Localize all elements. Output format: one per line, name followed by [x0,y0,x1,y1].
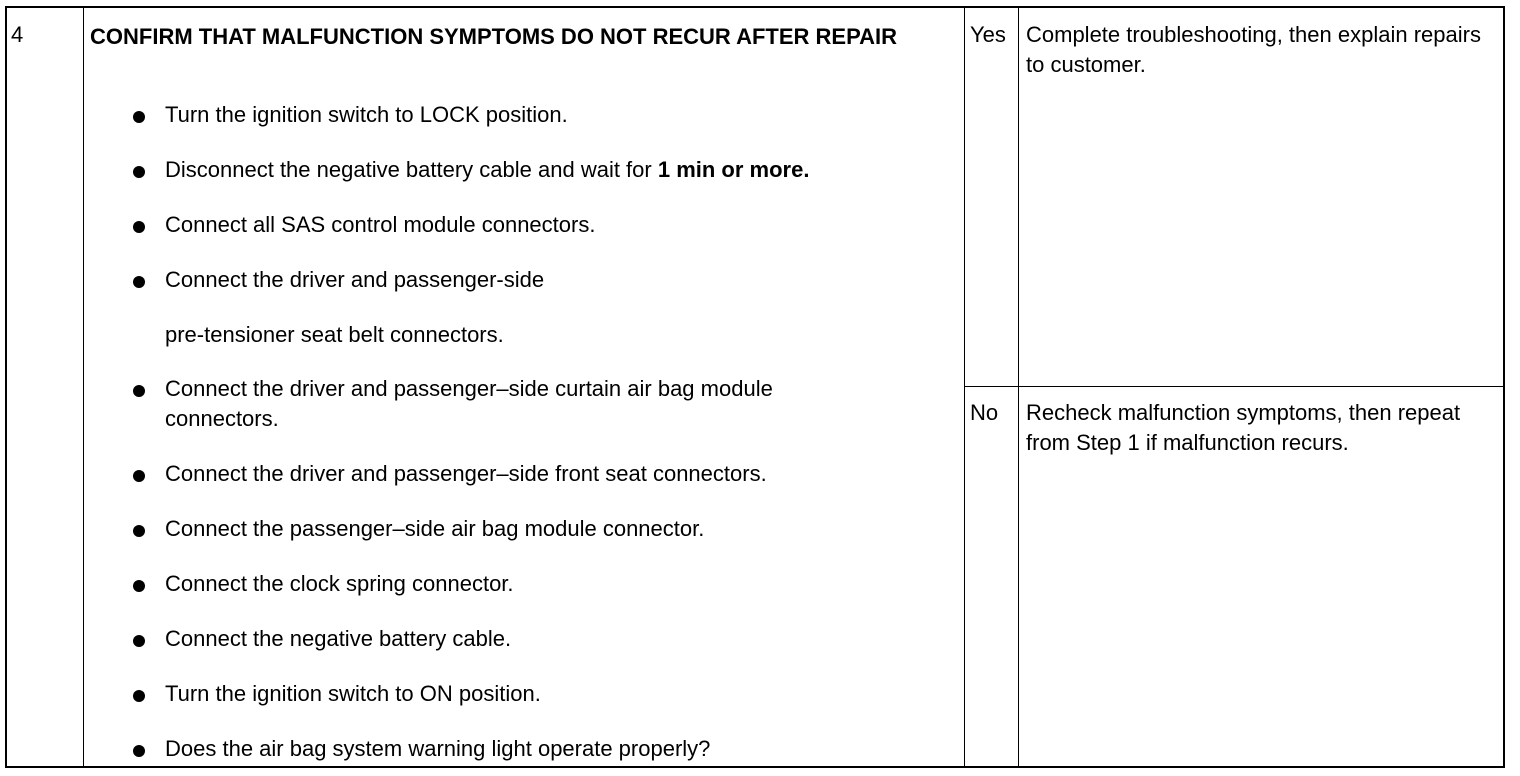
bullet [133,635,145,647]
instruction-item: Connect the driver and passenger-side [165,267,545,292]
instruction-emphasis: 1 min or more. [657,157,810,182]
result-no-label: No [970,400,999,425]
instruction-item: Does the air bag system warning light operate properly? [165,736,711,761]
troubleshooting-table [5,6,1505,768]
column-divider-action [1018,8,1019,766]
instruction-item [165,155,809,185]
instruction-item: Connect all SAS control module connectors. [165,212,596,237]
instruction-item: Connect the clock spring connector. [165,571,514,596]
result-no-action: Recheck malfunction symptoms, then repeat from Step 1 if malfunction recurs. [1026,400,1461,455]
column-divider-step [83,8,84,766]
row-divider-yes-no [964,386,1503,387]
instruction-item: Connect the passenger–side air bag module connector. [165,516,705,541]
bullet [133,276,145,288]
instruction-item: Connect the driver and passenger–side curtain air bag module [165,376,773,401]
instruction-text: Disconnect the negative battery cable and wait for [165,157,658,182]
result-yes-action: Complete troubleshooting, then explain repairs to customer. [1026,22,1481,77]
instruction-item: Connect the negative battery cable. [165,626,512,651]
result-yes-label: Yes [970,22,1006,47]
bullet [133,745,145,757]
bullet [133,470,145,482]
bullet [133,221,145,233]
bullet [133,111,145,123]
bullet [133,525,145,537]
instruction-item-continued: connectors. [165,406,279,431]
instruction-item: Connect the driver and passenger–side front seat connectors. [165,461,767,486]
bullet [133,385,145,397]
bullet [133,690,145,702]
instruction-item: Turn the ignition switch to LOCK position. [165,102,568,127]
instruction-item: Turn the ignition switch to ON position. [165,681,541,706]
column-divider-result [964,8,965,766]
instruction-item-continued: pre-tensioner seat belt connectors. [165,322,504,347]
step-title: CONFIRM THAT MALFUNCTION SYMPTOMS DO NOT RECUR AFTER REPAIR [90,24,898,49]
bullet [133,166,145,178]
step-number: 4 [11,22,24,47]
bullet [133,580,145,592]
